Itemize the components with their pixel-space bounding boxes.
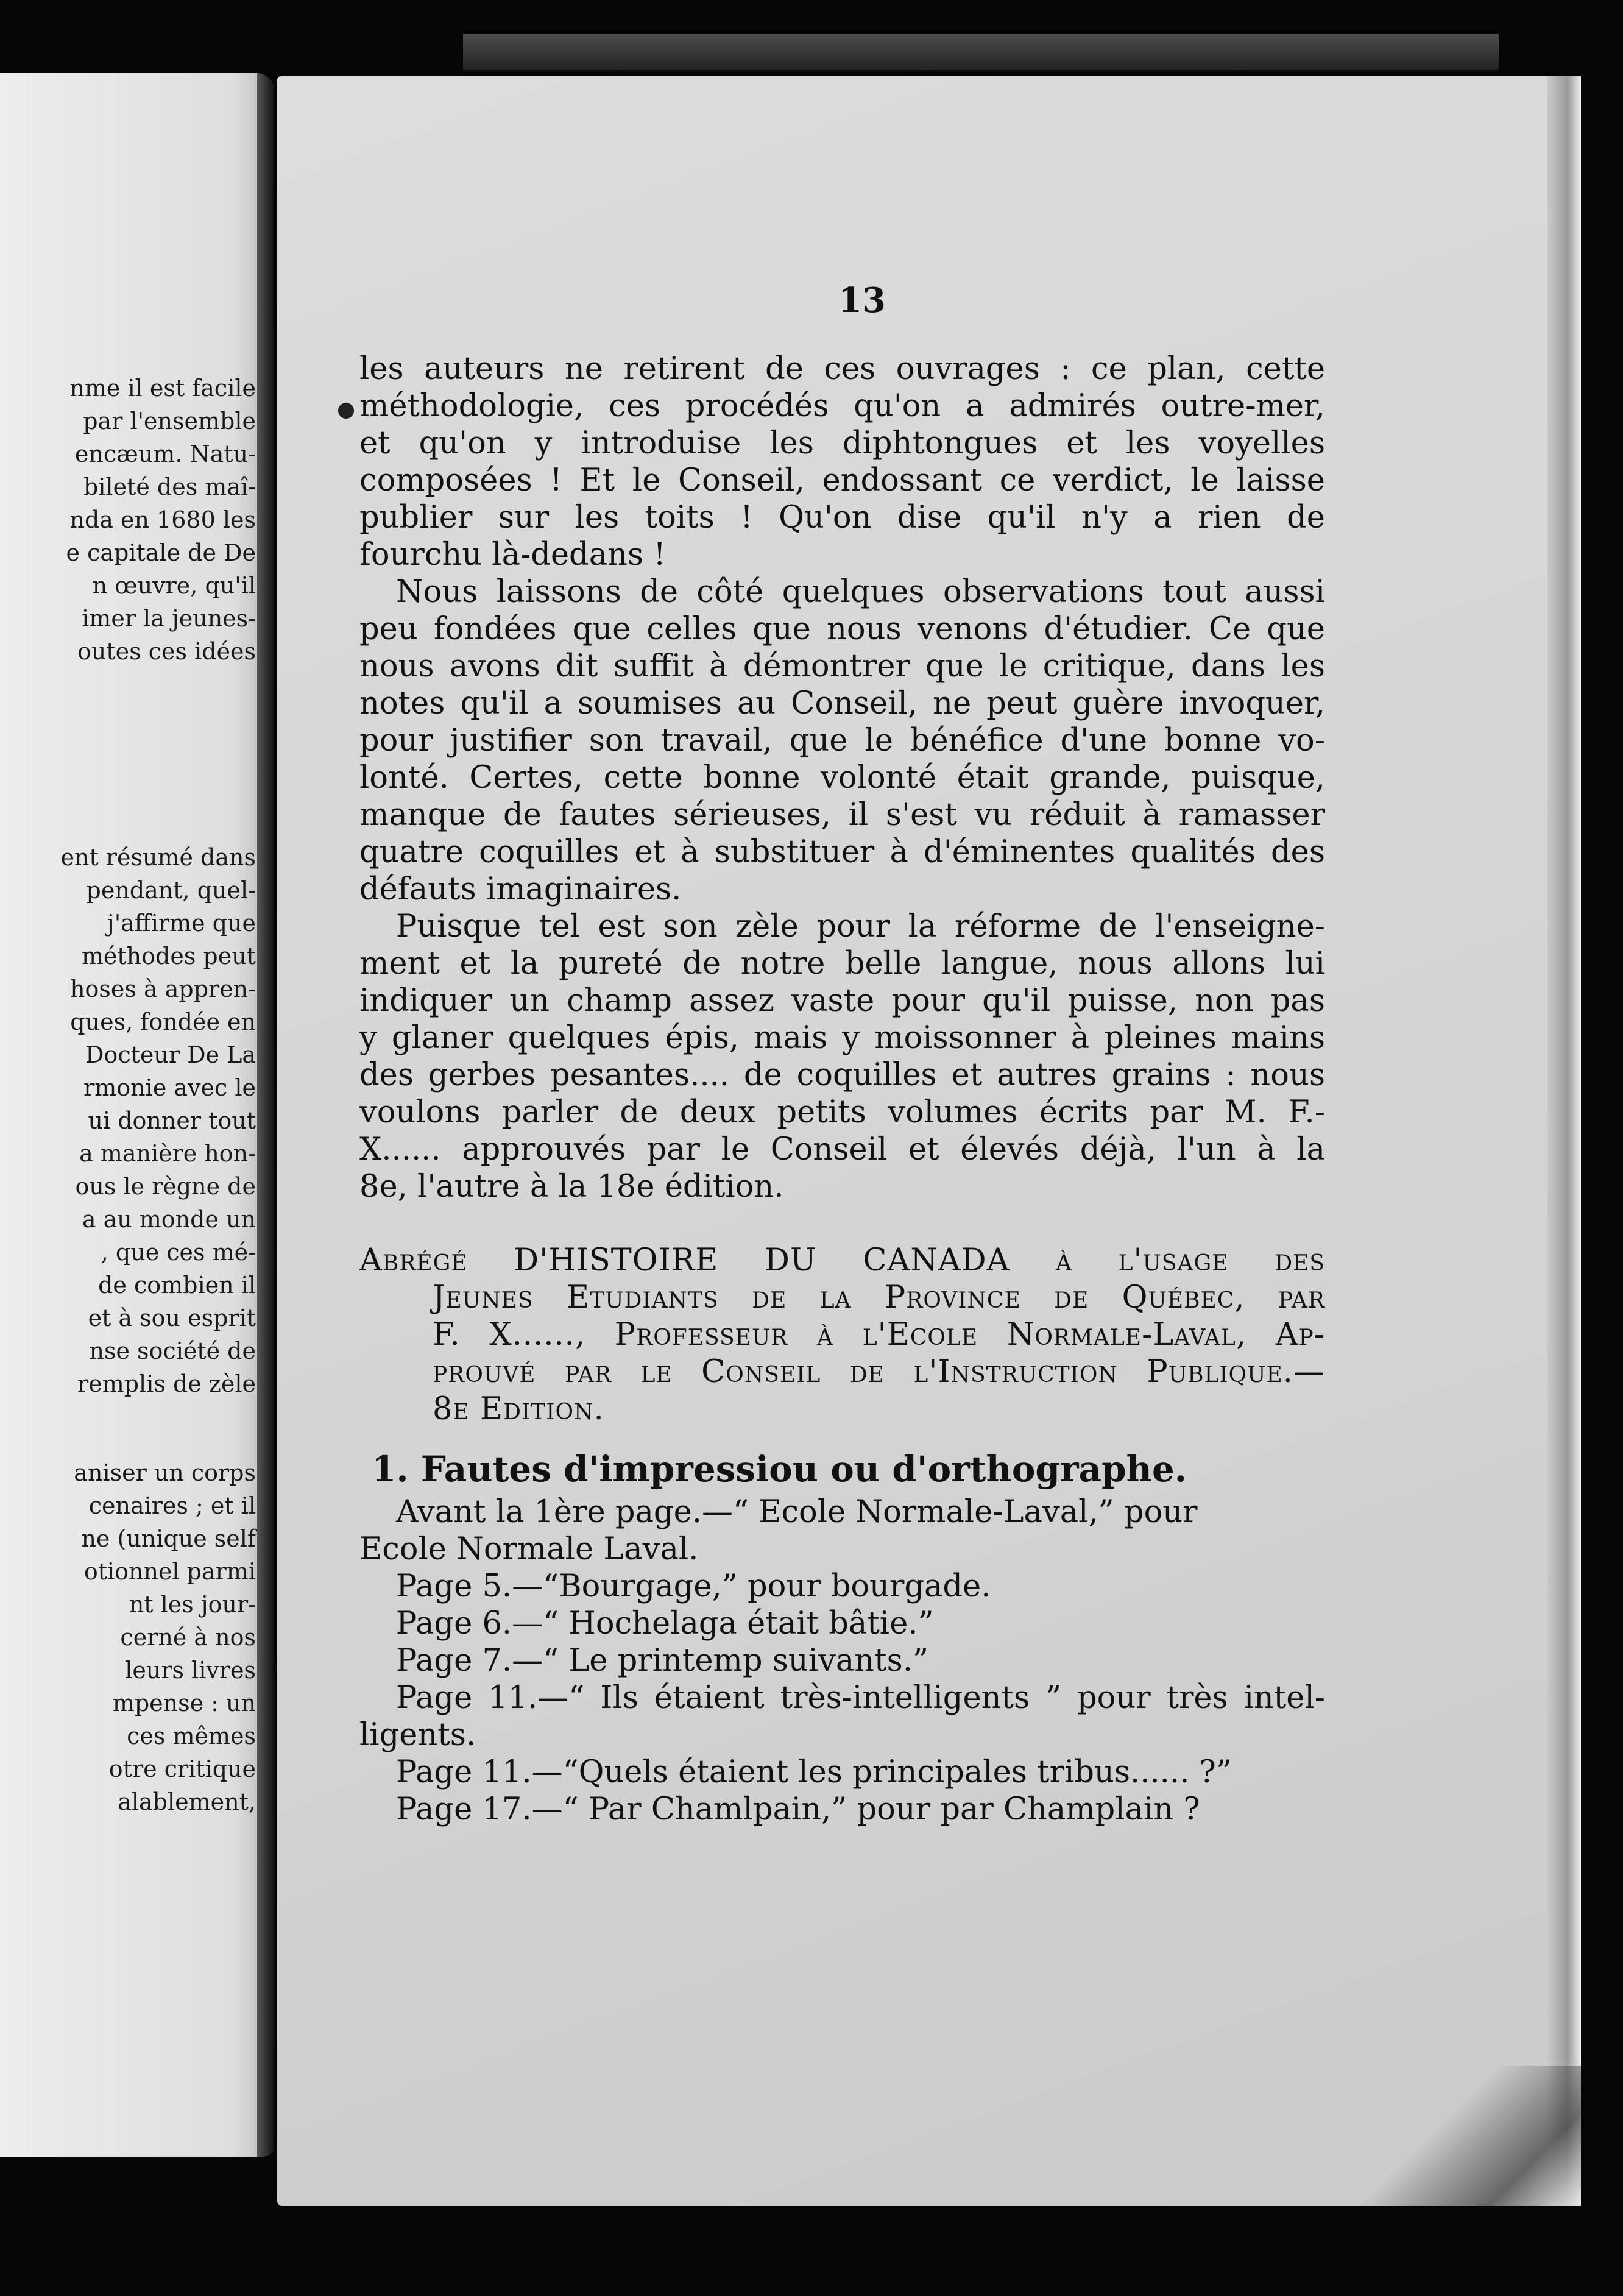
section-heading: 1. Fautes d'impressiou ou d'orthographe. — [372, 1448, 1187, 1490]
left-page-text-fragment: a manière hon- — [79, 1140, 256, 1167]
left-page-text-fragment: bileté des maî- — [83, 473, 256, 500]
erratum-line: Page 5.—“Bourgage,” pour bourgade. — [396, 1568, 991, 1604]
microfilm-frame-bar — [463, 34, 1499, 70]
text-line: nous avons dit suffit à démontrer que le critique, dans les — [359, 648, 1325, 684]
left-page-text-fragment: ques, fondée en — [70, 1008, 256, 1035]
text-line: les auteurs ne retirent de ces ouvrages : ce plan, cette — [359, 351, 1325, 387]
left-page-text-fragment: e capitale de De — [66, 539, 256, 566]
right-page — [277, 76, 1581, 2206]
left-page-text-fragment: nt les jour- — [129, 1591, 256, 1618]
text-line: et qu'on y introduise les diphtongues et les voyelles — [359, 425, 1325, 461]
text-line: méthodologie, ces procédés qu'on a admirés outre-mer, — [359, 388, 1325, 424]
left-page-text-fragment: ne (unique self — [81, 1525, 256, 1552]
left-page-text-fragment: leurs livres — [125, 1657, 256, 1684]
text-line: notes qu'il a soumises au Conseil, ne peut guère invoquer, — [359, 686, 1325, 721]
left-page-text-fragment: par l'ensemble — [83, 408, 256, 434]
page-number: 13 — [838, 280, 886, 321]
text-line: publier sur les toits ! Qu'on dise qu'il n'y a rien de — [359, 500, 1325, 536]
left-page-text-fragment: aniser un corps — [74, 1459, 256, 1486]
left-page-text-fragment: a au monde un — [82, 1206, 256, 1233]
text-line: lonté. Certes, cette bonne volonté était grande, puisque, — [359, 760, 1325, 796]
text-line: manque de fautes sérieuses, il s'est vu réduit à ramasser — [359, 797, 1325, 833]
text-line: des gerbes pesantes.... de coquilles et autres grains : nous — [359, 1057, 1325, 1093]
text-line: y glaner quelques épis, mais y moissonner à pleines mains — [359, 1020, 1325, 1056]
text-line: X...... approuvés par le Conseil et élevés déjà, l'un à la — [359, 1132, 1325, 1167]
erratum-line: Page 11.—“ Ils étaient très-intelligents ” pour très intel- — [396, 1680, 1325, 1716]
left-page-text-fragment: ces mêmes — [127, 1723, 256, 1749]
page-corner-shadow — [1349, 2066, 1581, 2206]
left-page-text-fragment: , que ces mé- — [101, 1239, 256, 1266]
book-title-line: prouvé par le Conseil de l'Instruction Publique.— — [433, 1354, 1325, 1390]
erratum-line: Page 6.—“ Hochelaga était bâtie.” — [396, 1606, 934, 1642]
left-page-text-fragment: encæum. Natu- — [74, 441, 256, 467]
left-page-text-fragment: ui donner tout — [88, 1107, 256, 1134]
text-line: voulons parler de deux petits volumes écrits par M. F.- — [359, 1094, 1325, 1130]
text-line: Puisque tel est son zèle pour la réforme de l'enseigne- — [396, 909, 1325, 944]
erratum-line: Ecole Normale Laval. — [359, 1531, 699, 1567]
left-page-text-fragment: cenaires ; et il — [88, 1492, 256, 1519]
left-page — [0, 73, 274, 2157]
page-body — [359, 350, 1325, 1828]
left-page-text-fragment: j'affirme que — [107, 910, 256, 937]
text-line: fourchu là-dedans ! — [359, 537, 666, 573]
left-page-text-fragment: ous le règne de — [75, 1173, 256, 1200]
left-page-text-fragment: Docteur De La — [85, 1041, 256, 1068]
left-page-text-fragment: n œuvre, qu'il — [92, 572, 256, 599]
left-page-text-fragment: cerné à nos — [120, 1624, 256, 1651]
text-line: défauts imaginaires. — [359, 871, 682, 907]
left-page-text-fragment: hoses à appren- — [70, 976, 256, 1002]
paragraph-2 — [359, 573, 1325, 908]
book-title-line: Abrégé D'HISTOIRE DU CANADA à l'usage des — [359, 1242, 1325, 1278]
ink-mark — [338, 403, 354, 419]
book-title — [359, 1242, 1325, 1428]
left-page-text-fragment: nda en 1680 les — [69, 506, 256, 533]
errata-list — [359, 1493, 1325, 1828]
text-line: quatre coquilles et à substituer à d'éminentes qualités des — [359, 834, 1325, 870]
page-edge — [1547, 76, 1581, 2206]
text-line: indiquer un champ assez vaste pour qu'il puisse, non pas — [359, 983, 1325, 1019]
book-title-line: 8e Edition. — [433, 1391, 604, 1427]
left-page-text-fragment: alablement, — [118, 1788, 256, 1815]
left-page-text-fragment: nme il est facile — [69, 375, 256, 402]
left-page-text-fragment: rmonie avec le — [83, 1074, 256, 1101]
paragraph-3 — [359, 908, 1325, 1205]
text-line: 8e, l'autre à la 18e édition. — [359, 1169, 784, 1205]
left-page-fragments-middle — [0, 841, 256, 1400]
book-title-line: Jeunes Etudiants de la Province de Québec, par — [433, 1280, 1325, 1316]
left-page-text-fragment: outes ces idées — [77, 638, 256, 665]
left-page-text-fragment: de combien il — [98, 1272, 256, 1299]
text-line: composées ! Et le Conseil, endossant ce verdict, le laisse — [359, 462, 1325, 498]
left-page-text-fragment: otre critique — [108, 1756, 256, 1782]
text-line: Nous laissons de côté quelques observations tout aussi — [396, 574, 1325, 610]
left-page-fragments-bottom — [0, 1456, 256, 1818]
erratum-line: ligents. — [359, 1717, 476, 1753]
left-page-text-fragment: pendant, quel- — [86, 877, 256, 904]
text-line: peu fondées que celles que nous venons d'étudier. Ce que — [359, 611, 1325, 647]
book-spine — [257, 73, 274, 2157]
left-page-text-fragment: imer la jeunes- — [82, 605, 256, 632]
left-page-text-fragment: ent résumé dans — [60, 844, 256, 871]
erratum-line: Page 11.—“Quels étaient les principales tribus...... ?” — [396, 1754, 1232, 1790]
left-page-text-fragment: remplis de zèle — [77, 1370, 256, 1397]
left-page-fragments-top — [0, 372, 256, 668]
erratum-line: Page 7.—“ Le printemp suivants.” — [396, 1643, 929, 1679]
left-page-text-fragment: nse société de — [89, 1338, 256, 1364]
book-title-line: F. X......, Professeur à l'Ecole Normale-Laval, Ap- — [433, 1317, 1325, 1353]
text-line: ment et la pureté de notre belle langue, nous allons lui — [359, 946, 1325, 982]
left-page-text-fragment: otionnel parmi — [83, 1558, 256, 1585]
text-line: pour justifier son travail, que le bénéfice d'une bonne vo- — [359, 723, 1325, 759]
paragraph-1 — [359, 350, 1325, 573]
left-page-text-fragment: méthodes peut — [81, 943, 256, 969]
left-page-text-fragment: et à sou esprit — [88, 1305, 256, 1331]
erratum-line: Avant la 1ère page.—“ Ecole Normale-Laval,” pour — [396, 1494, 1198, 1530]
erratum-line: Page 17.—“ Par Chamlpain,” pour par Champlain ? — [396, 1791, 1200, 1827]
left-page-text-fragment: mpense : un — [112, 1690, 256, 1717]
